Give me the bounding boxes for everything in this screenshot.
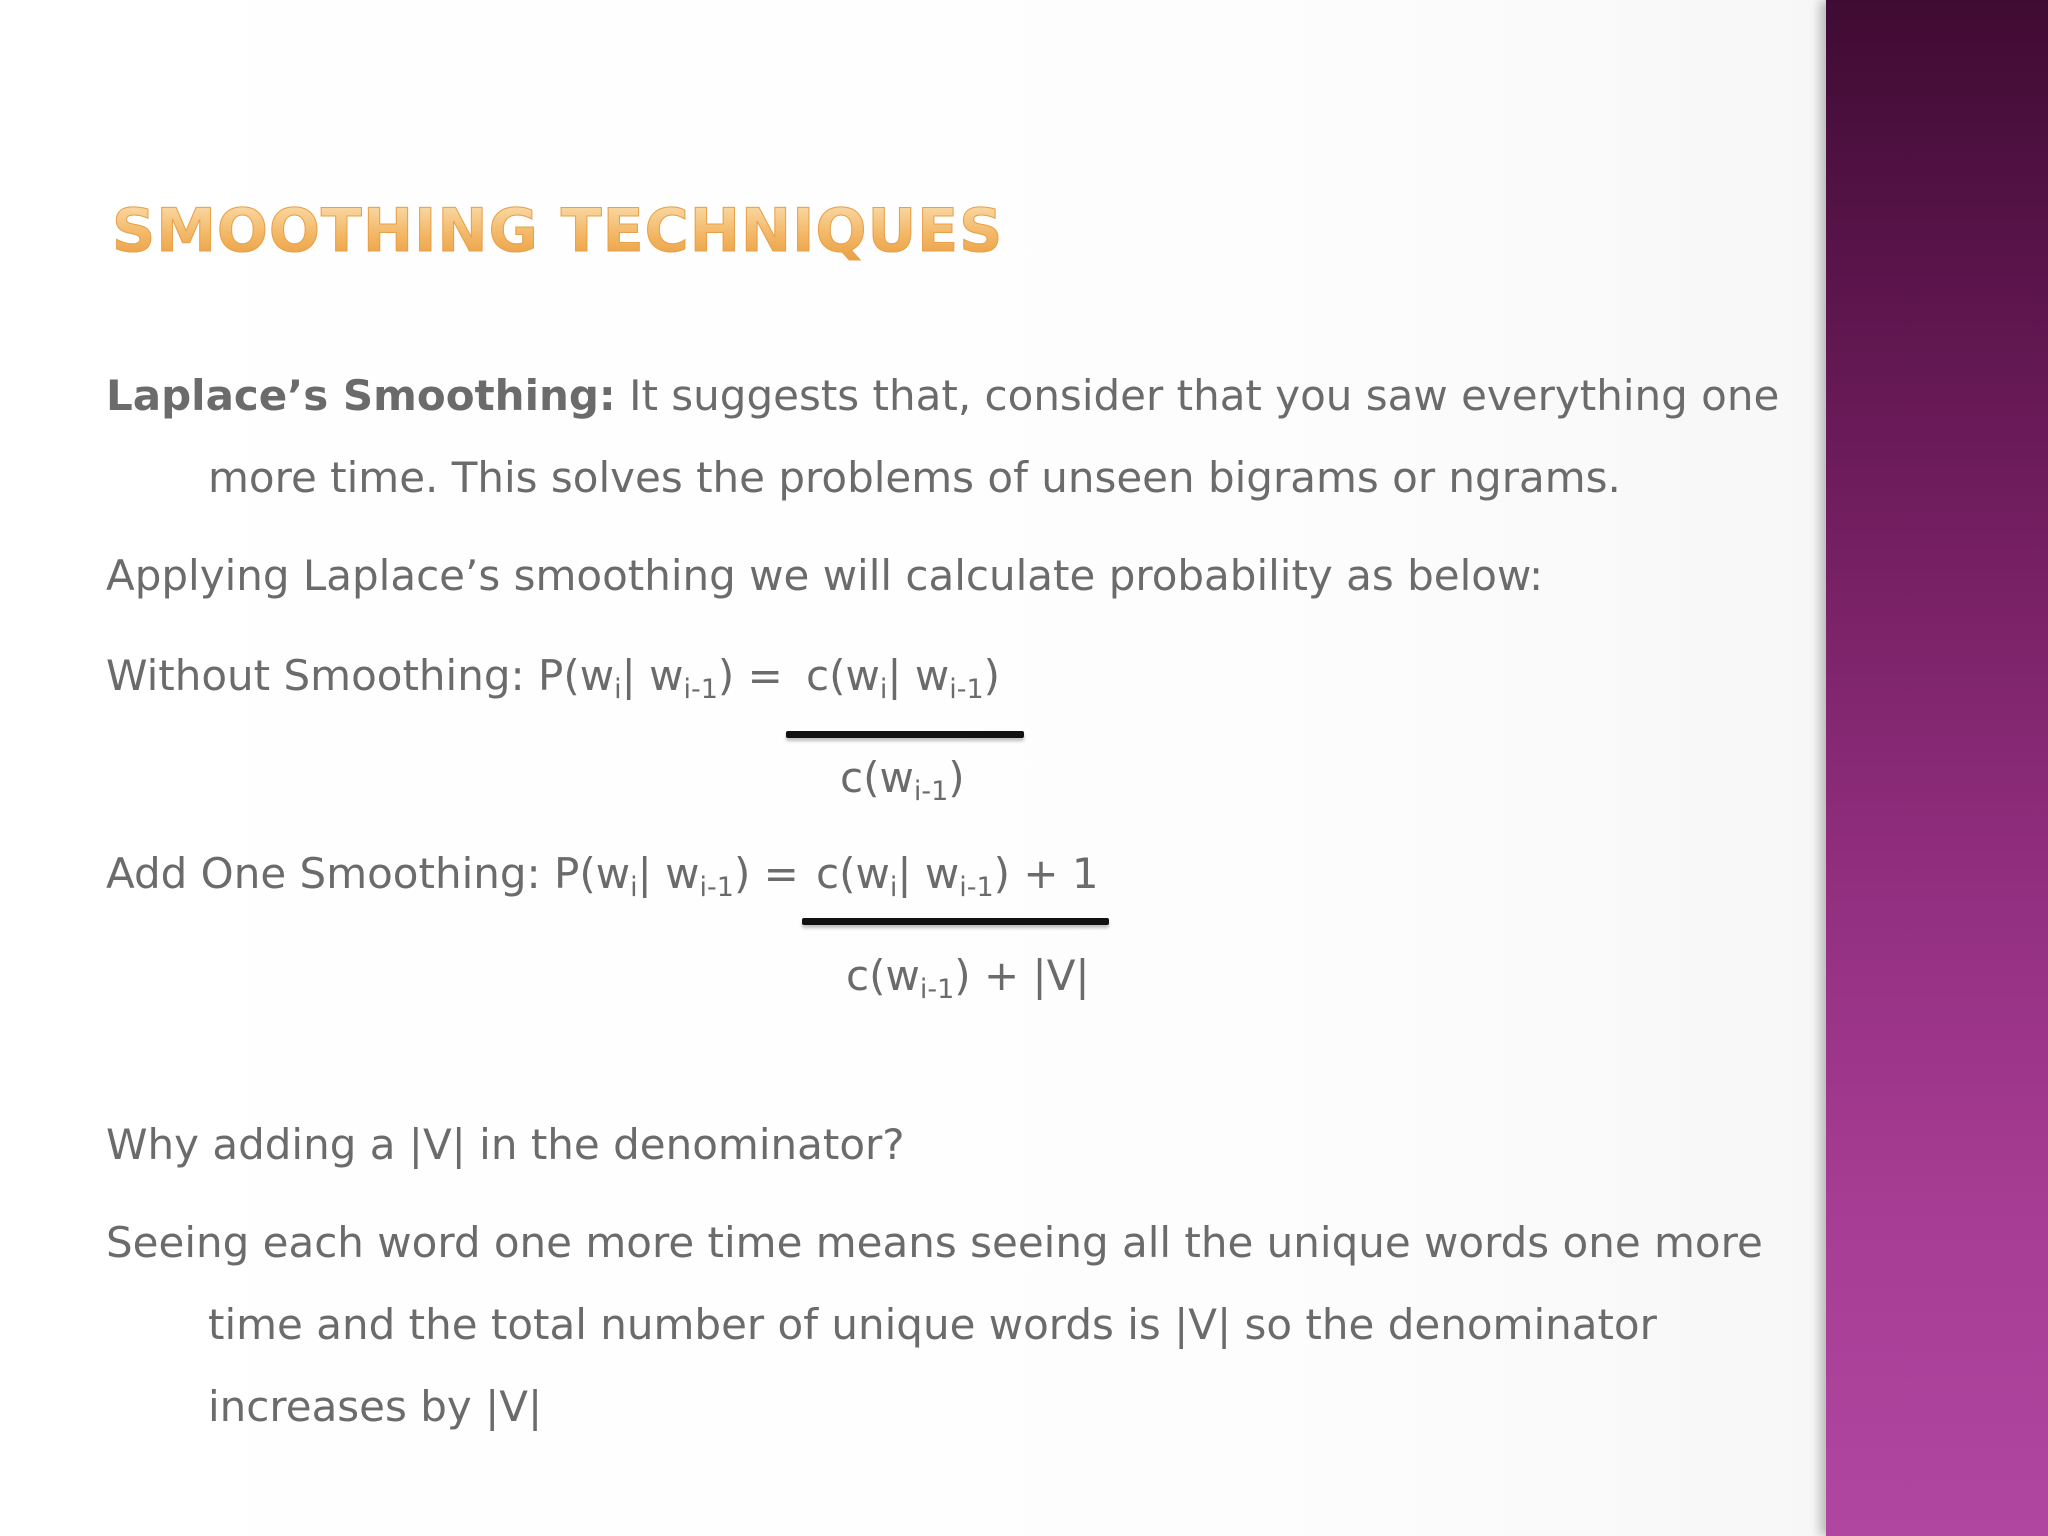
laplace-text-1: It suggests that, consider that you saw everything one xyxy=(615,371,1780,420)
add-one-label: Add One Smoothing: xyxy=(106,849,555,898)
decorative-side-band xyxy=(1826,0,2048,1536)
applying-text: Applying Laplace’s smoothing we will calculate probability as below: xyxy=(106,551,1544,600)
laplace-paragraph-line-1 xyxy=(106,371,1780,420)
seeing-line-1: Seeing each word one more time means seeing all the unique words one more xyxy=(106,1218,1763,1267)
seeing-line-2: time and the total number of unique words is |V| so the denominator xyxy=(208,1300,1657,1349)
without-label: Without Smoothing: xyxy=(106,651,538,700)
without-denominator: $c(w_{i-1})$ xyxy=(840,753,965,807)
without-smoothing-formula: Without Smoothing: $P(w_i|$ $w_{i-1}$) = xyxy=(106,651,783,705)
add-one-denominator: $c(w_{i-1}) + |V|$ xyxy=(846,951,1090,1005)
add-one-numerator: $c(w_i|$ $w_{i-1}) + 1$ xyxy=(816,849,1099,903)
why-question: Why adding a |V| in the denominator? xyxy=(106,1120,905,1169)
without-fraction-bar xyxy=(786,731,1024,738)
laplace-paragraph-line-2: more time. This solves the problems of unseen bigrams or ngrams. xyxy=(208,453,1621,502)
add-one-fraction-bar xyxy=(802,918,1109,925)
add-one-smoothing-formula: Add One Smoothing: $P(w_i|$ $w_{i-1}$) = xyxy=(106,849,799,903)
slide-title: SMOOTHING TECHNIQUES xyxy=(112,196,1004,266)
seeing-line-3: increases by |V| xyxy=(208,1382,543,1431)
laplace-label: Laplace’s Smoothing: xyxy=(106,371,616,420)
without-numerator: $c(w_i|$ $w_{i-1}$) xyxy=(806,651,1001,705)
